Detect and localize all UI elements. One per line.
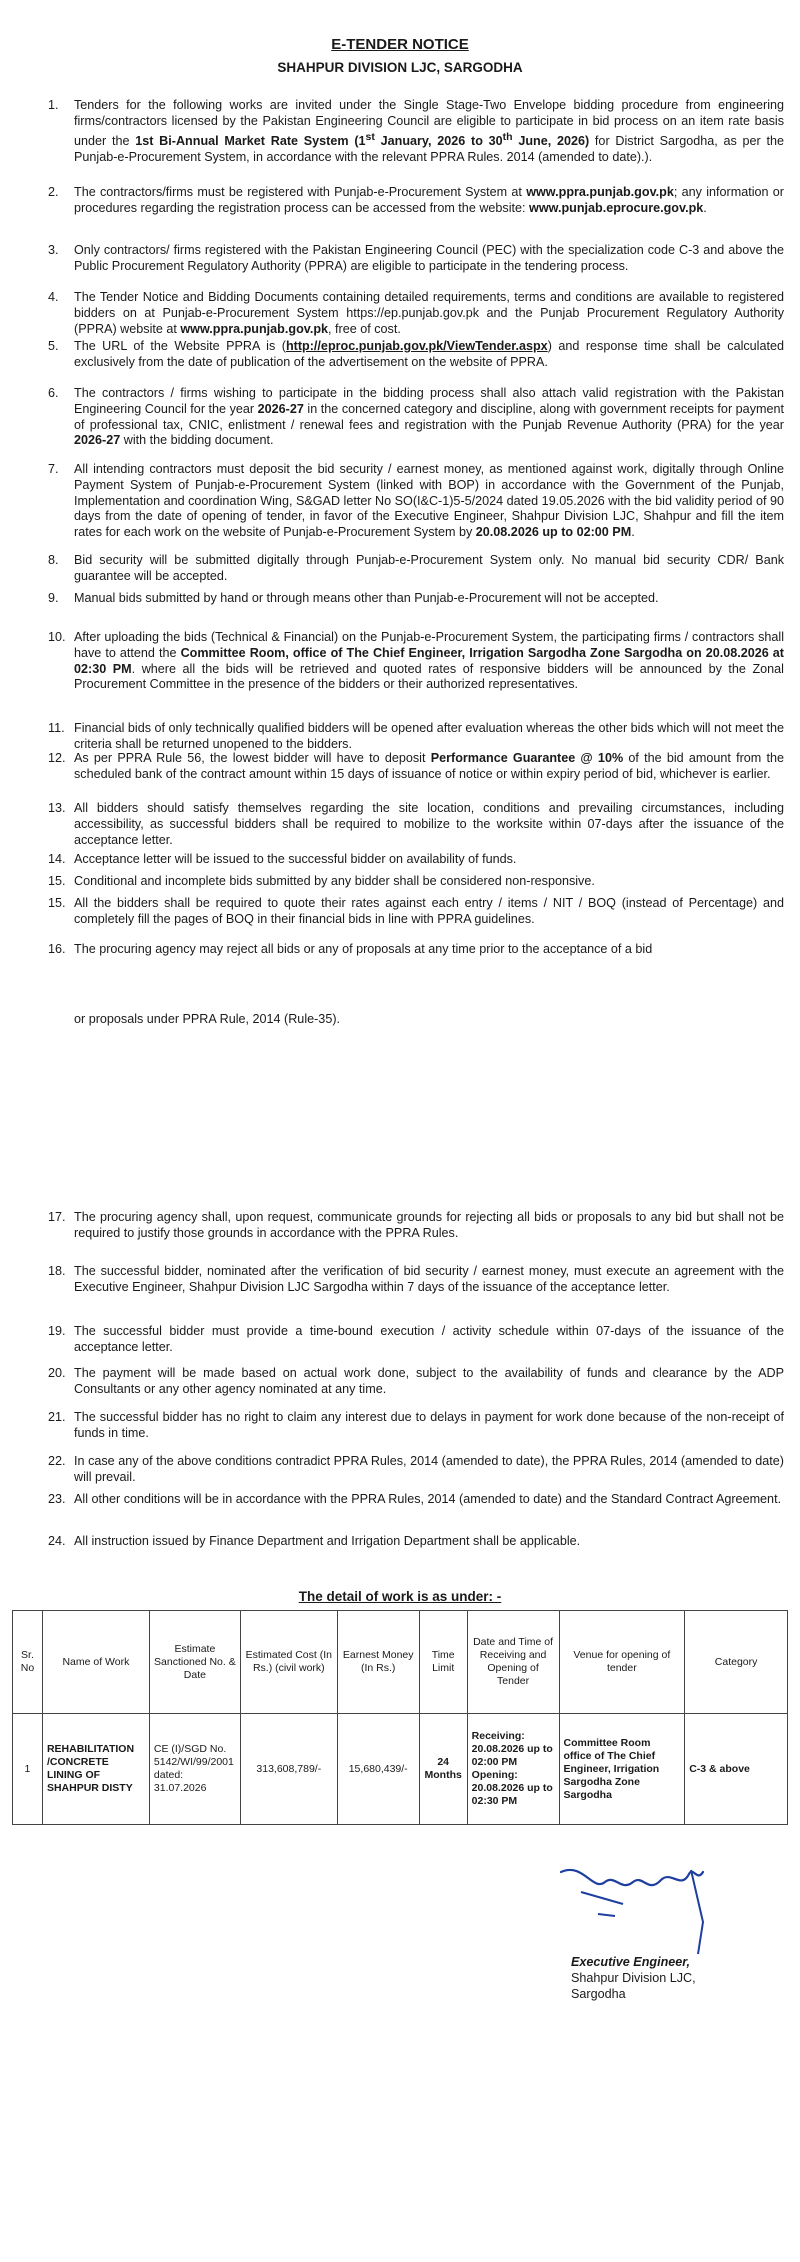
clause-item xyxy=(48,1366,784,1398)
clause-number: 2. xyxy=(48,185,59,199)
clause-text: Conditional and incomplete bids submitted by any bidder shall be considered non-responsive. xyxy=(74,874,595,888)
clause-item xyxy=(48,1454,784,1486)
clause-item xyxy=(48,591,784,607)
clause-number: 10. xyxy=(48,630,66,644)
header-earnest-money: Earnest Money (In Rs.) xyxy=(337,1611,419,1714)
cell-time-limit: 24 Months xyxy=(419,1714,467,1825)
clause-text: The contractors / firms wishing to participate in the bidding process shall also attach valid registration with the Pakistan Engineering Council for the year 2026-27 in the concerned category and discipline, along with government receipts for payment of professional tax, CNIC, enlistment / renewal fees and registration with the Punjab Revenue Authority (PRA) for the year 2026-27 with the bidding document. xyxy=(74,386,784,448)
header-name-of-work: Name of Work xyxy=(42,1611,149,1714)
clause-text: As per PPRA Rule 56, the lowest bidder will have to deposit Performance Guarantee @ 10% of the bid amount from the scheduled bank of the contract amount within 15 days of issuance of notice or within expiry period of bid, whichever is earlier. xyxy=(74,751,785,781)
notice-subtitle: SHAHPUR DIVISION LJC, SARGODHA xyxy=(277,60,523,75)
clause-text: All instruction issued by Finance Department and Irrigation Department shall be applicable. xyxy=(74,1534,581,1548)
clause-text: The Tender Notice and Bidding Documents containing detailed requirements, terms and conditions are available to registered bidders on at Punjab-e-Procurement System https://ep.punjab.gov.pk and the Punjab Procurement Regulatory Authority (PPRA) website at www.ppra.punjab.gov.pk, free of cost. xyxy=(74,290,784,336)
clause-item xyxy=(48,339,784,371)
clause-item xyxy=(48,1534,784,1550)
clause-item xyxy=(48,1410,784,1442)
clause-number: 5. xyxy=(48,339,59,353)
clause-number: 6. xyxy=(48,386,59,400)
clause-number: 24. xyxy=(48,1534,66,1548)
clause-text: All intending contractors must deposit the bid security / earnest money, as mentioned against work, digitally through Online Payment System of Punjab-e-Procurement System (linked with BOP) in accordance with the Government of the Punjab, Implementation and coordination Wing, S&GAD letter No SO(I&C-1)5-5/2024 dated 19.05.2026 with the bid validity period of 90 days from the date of opening of tender, in favor of the Executive Engineer, Shahpur Division LJC, Shahpur and fill the item rates for each work on the website of Punjab-e-Procurement System by 20.08.2026 up to 02:00 PM. xyxy=(74,462,784,540)
clause-number: 12. xyxy=(48,751,66,765)
clause-item xyxy=(48,243,784,275)
cell-name-of-work: REHABILITATION /CONCRETE LINING OF SHAHPUR DISTY xyxy=(42,1714,149,1825)
clause-text: The URL of the Website PPRA is (http://eproc.punjab.gov.pk/ViewTender.aspx) and response time shall be calculated exclusively from the date of publication of the advertisement on the website of PPRA. xyxy=(74,339,784,369)
header-date-time: Date and Time of Receiving and Opening of Tender xyxy=(467,1611,559,1714)
receiving-value: 20.08.2026 up to 02:00 PM xyxy=(471,1743,553,1768)
clause-item xyxy=(48,942,784,1026)
clause-item xyxy=(48,751,784,783)
clause-item xyxy=(48,98,784,165)
signatory-block xyxy=(571,1954,696,2002)
clause-number: 18. xyxy=(48,1264,66,1278)
clause-text: Financial bids of only technically qualified bidders will be opened after evaluation whereas the other bids which will not meet the criteria shall be returned unopened to the bidders. xyxy=(74,721,784,751)
clause-item xyxy=(48,1324,784,1356)
clause-item xyxy=(48,874,784,890)
clause-item xyxy=(48,1210,784,1242)
opening-value: 20.08.2026 up to 02:30 PM xyxy=(471,1782,553,1807)
cell-sr-no: 1 xyxy=(13,1714,43,1825)
clause-item xyxy=(48,1264,784,1296)
clause-text: Tenders for the following works are invited under the Single Stage-Two Envelope bidding procedure from engineering firms/contractors licensed by the Pakistan Engineering Council are eligible to participate in bid process on an item rate basis under the 1st Bi-Annual Market Rate System (1st January, 2026 to 30th June, 2026) for District Sargodha, as per the Punjab-e-Procurement System, in accordance with the relevant PPRA Rules. 2014 (amended to date).). xyxy=(74,98,784,164)
clause-text: The successful bidder must provide a time-bound execution / activity schedule within 07-days of the issuance of the acceptance letter. xyxy=(74,1324,784,1354)
clause-text: The successful bidder, nominated after the verification of bid security / earnest money, must execute an agreement with the Executive Engineer, Shahpur Division LJC Sargodha within 7 days of the issuance of the acceptance letter. xyxy=(74,1264,784,1294)
clause-number: 20. xyxy=(48,1366,66,1380)
header-sr-no: Sr. No xyxy=(13,1611,43,1714)
clause-number: 22. xyxy=(48,1454,66,1468)
clause-item xyxy=(48,630,784,693)
clause-item xyxy=(48,462,784,541)
clause-text: The payment will be made based on actual work done, subject to the availability of funds and clearance by the ADP Consultants or any other agency nominated at any time. xyxy=(74,1366,784,1396)
notice-title: E-TENDER NOTICE xyxy=(331,36,469,53)
clause-number: 3. xyxy=(48,243,59,257)
clause-text: Acceptance letter will be issued to the successful bidder on availability of funds. xyxy=(74,852,517,866)
clause-text: In case any of the above conditions contradict PPRA Rules, 2014 (amended to date), the PPRA Rules, 2014 (amended to date) will prevail. xyxy=(74,1454,784,1484)
cell-estimated-cost: 313,608,789/- xyxy=(240,1714,337,1825)
clause-number: 7. xyxy=(48,462,59,476)
cell-venue: Committee Room office of The Chief Engineer, Irrigation Sargodha Zone Sargodha xyxy=(559,1714,685,1825)
signatory-title: Executive Engineer, xyxy=(571,1955,690,1969)
clause-text: The successful bidder has no right to claim any interest due to delays in payment for work done because of the non-receipt of funds in time. xyxy=(74,1410,784,1440)
clause-number: 8. xyxy=(48,553,59,567)
clause-number: 15. xyxy=(48,874,66,888)
receiving-label: Receiving: xyxy=(471,1730,525,1742)
clause-number: 17. xyxy=(48,1210,66,1224)
clause-text: Bid security will be submitted digitally through Punjab-e-Procurement System only. No manual bid security CDR/ Bank guarantee will be accepted. xyxy=(74,553,784,583)
clause-item xyxy=(48,553,784,585)
clause-number: 9. xyxy=(48,591,59,605)
opening-label: Opening: xyxy=(471,1769,518,1781)
clause-text: After uploading the bids (Technical & Financial) on the Punjab-e-Procurement System, the participating firms / contractors shall have to attend the Committee Room, office of The Chief Engineer, Irrigation Sargodha Zone Sargodha on 20.08.2026 at 02:30 PM. where all the bids will be retrieved and quoted rates of responsive bidders will be announced by the Zonal Procurement Committee in the presence of the bidders or their authorized representatives. xyxy=(74,630,784,692)
clause-item xyxy=(48,721,784,753)
clause-text: All the bidders shall be required to quote their rates against each entry / items / NIT / BOQ (instead of Percentage) and completely fill the pages of BOQ in their financial bids in line with PPRA guidelines. xyxy=(74,896,784,926)
clause-number: 16. xyxy=(48,942,66,956)
signatory-division: Shahpur Division LJC, xyxy=(571,1971,696,1985)
clause-text: All bidders should satisfy themselves regarding the site location, conditions and prevailing circumstances, including accessibility, as successful bidders shall be required to mobilize to the worksite within 07-days after the issuance of the acceptance letter. xyxy=(74,801,784,847)
clause-item xyxy=(48,852,784,868)
clause-number: 4. xyxy=(48,290,59,304)
clause-number: 11. xyxy=(48,721,65,735)
clause-number: 23. xyxy=(48,1492,66,1506)
clause-text: The procuring agency shall, upon request, communicate grounds for rejecting all bids or proposals to any bid but shall not be required to justify those grounds in accordance with the PPRA Rules. xyxy=(74,1210,784,1240)
clause-number: 15. xyxy=(48,896,66,910)
clause-number: 19. xyxy=(48,1324,66,1338)
clause-item xyxy=(48,801,784,848)
header-time-limit: Time Limit xyxy=(419,1611,467,1714)
clause-item xyxy=(48,185,784,217)
cell-earnest-money: 15,680,439/- xyxy=(337,1714,419,1825)
clause-text: The procuring agency may reject all bids or any of proposals at any time prior to the acceptance of a bid xyxy=(74,942,653,956)
signatory-city: Sargodha xyxy=(571,1987,626,2001)
header-estimate: Estimate Sanctioned No. & Date xyxy=(149,1611,240,1714)
clause-item xyxy=(48,290,784,337)
clause-number: 13. xyxy=(48,801,66,815)
clause-number: 1. xyxy=(48,98,59,112)
header-category: Category xyxy=(685,1611,788,1714)
work-detail-table xyxy=(12,1610,788,1825)
clause-text: Manual bids submitted by hand or through means other than Punjab-e-Procurement will not be accepted. xyxy=(74,591,659,605)
cell-estimate: CE (I)/SGD No. 5142/WI/99/2001 dated: 31.07.2026 xyxy=(149,1714,240,1825)
clause-number: 21. xyxy=(48,1410,66,1424)
clause-text: Only contractors/ firms registered with the Pakistan Engineering Council (PEC) with the specialization code C-3 and above the Public Procurement Regulatory Authority (PPRA) are eligible to participate in the tendering process. xyxy=(74,243,784,273)
clause-continuation: or proposals under PPRA Rule, 2014 (Rule-35). xyxy=(74,1012,341,1026)
clause-item xyxy=(48,386,784,449)
clause-item xyxy=(48,1492,784,1508)
header-venue: Venue for opening of tender xyxy=(559,1611,685,1714)
clause-text: All other conditions will be in accordance with the PPRA Rules, 2014 (amended to date) and the Standard Contract Agreement. xyxy=(74,1492,782,1506)
detail-heading: The detail of work is as under: - xyxy=(298,1589,502,1604)
signature-mark xyxy=(553,1852,713,1957)
clause-number: 14. xyxy=(48,852,66,866)
table-header-row xyxy=(13,1611,788,1714)
cell-date-time xyxy=(467,1714,559,1825)
cell-category: C-3 & above xyxy=(685,1714,788,1825)
table-row xyxy=(13,1714,788,1825)
clause-text: The contractors/firms must be registered with Punjab-e-Procurement System at www.ppra.punjab.gov.pk; any information or procedures regarding the registration process can be accessed from the website: www.punjab.eprocure.gov.pk. xyxy=(74,185,784,215)
header-estimated-cost: Estimated Cost (In Rs.) (civil work) xyxy=(240,1611,337,1714)
clause-item xyxy=(48,896,784,928)
